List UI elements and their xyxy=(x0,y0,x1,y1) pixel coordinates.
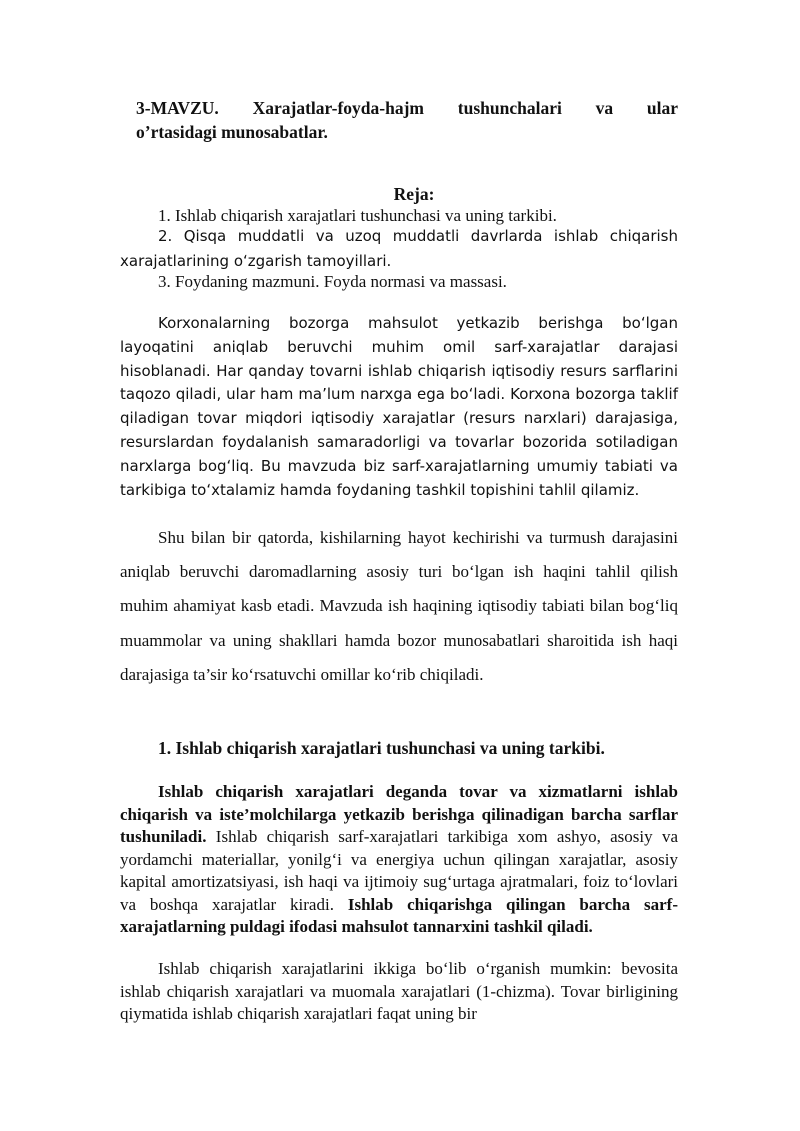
topic-title-line2: o’rtasidagi munosabatlar. xyxy=(136,122,328,142)
definition-bold-text: Ishlab chiqarish xarajatlari deganda tovar va xizmatlarni ishlab chiqarish va iste’molchilarga yetkazib berishga qilinadigan barcha sarflar tushuniladi. xyxy=(120,782,678,846)
paragraph-4: Ishlab chiqarish xarajatlarini ikkiga bo‘lib o‘rganish mumkin: bevosita ishlab chiqarish xarajatlari va muomala xarajatlari (1-chizma). Tovar birligining qiymatida ishlab chiqarish xarajatlari faqat uning bir xyxy=(120,959,678,1023)
plan-item-3: 3. Foydaning mazmuni. Foyda normasi va massasi. xyxy=(158,272,507,291)
plan-item-2-line1: 2. Qisqa muddatli va uzoq muddatli davrlarda ishlab chiqarish xyxy=(158,227,678,245)
plan-heading: Reja: xyxy=(393,184,435,204)
plan-item-2 xyxy=(120,224,678,274)
paragraph-2: Shu bilan bir qatorda, kishilarning hayot kechirishi va turmush darajasini aniqlab beruvchi daromadlarning asosiy turi bo‘lgan ish haqini tahlil qilish muhim ahamiyat kasb etadi. Mavzuda ish haqining iqtisodiy tabiati bilan bog‘liq muammolar va uning shakllari hamda bozor munosabatlari sharoitida ish haqi darajasiga ta’sir ko‘rsatuvchi omillar ko‘rib chiqiladi. xyxy=(120,528,678,684)
paragraph-1: Korxonalarning bozorga mahsulot yetkazib berishga boʻlgan layoqatini aniqlab beruvchi muhim omil sarf-xarajatlar darajasi hisoblanadi. Har qanday tovarni ishlab chiqarish iqtisodiy resurs sarflarini taqozo qiladi, ular ham maʼlum narxga ega boʻladi. Korxona bozorga taklif qiladigan tovar miqdori iqtisodiy xarajatlar (resurs narxlari) darajasiga, resurslardan foydalanish samaradorligi va tovarlar bozorida sotiladigan narxlarga bogʻliq. Bu mavzuda biz sarf-xarajatlarning umumiy tabiati va tarkibiga toʻxtalamiz hamda foydaning tashkil topishini tahlil qilamiz. xyxy=(120,314,678,499)
paragraph-3-body: Ishlab chiqarish sarf-xarajatlari tarkibiga xom ashyo, asosiy va yordamchi materiallar, yonilg‘i va energiya uchun qilingan xarajatlar, asosiy kapital amortizatsiyasi, ish haqi va ijtimoiy sug‘urtaga ajratmalari, foiz to‘lovlari va boshqa xarajatlar kiradi. xyxy=(120,827,678,914)
plan-item-2-line2: xarajatlarining oʻzgarish tamoyillari. xyxy=(120,252,392,270)
cost-price-bold-text: Ishlab chiqarishga qilingan barcha sarf-xarajatlarning puldagi ifodasi mahsulot tannarxini tashkil qiladi. xyxy=(120,894,678,936)
plan-item-1: 1. Ishlab chiqarish xarajatlari tushunchasi va uning tarkibi. xyxy=(158,206,557,225)
section-1-heading: 1. Ishlab chiqarish xarajatlari tushunchasi va uning tarkibi. xyxy=(158,738,605,758)
paragraph-3 xyxy=(120,781,678,939)
topic-title-line1: 3-MAVZU. Xarajatlar-foyda-hajm tushunchalari va ular xyxy=(136,98,678,118)
